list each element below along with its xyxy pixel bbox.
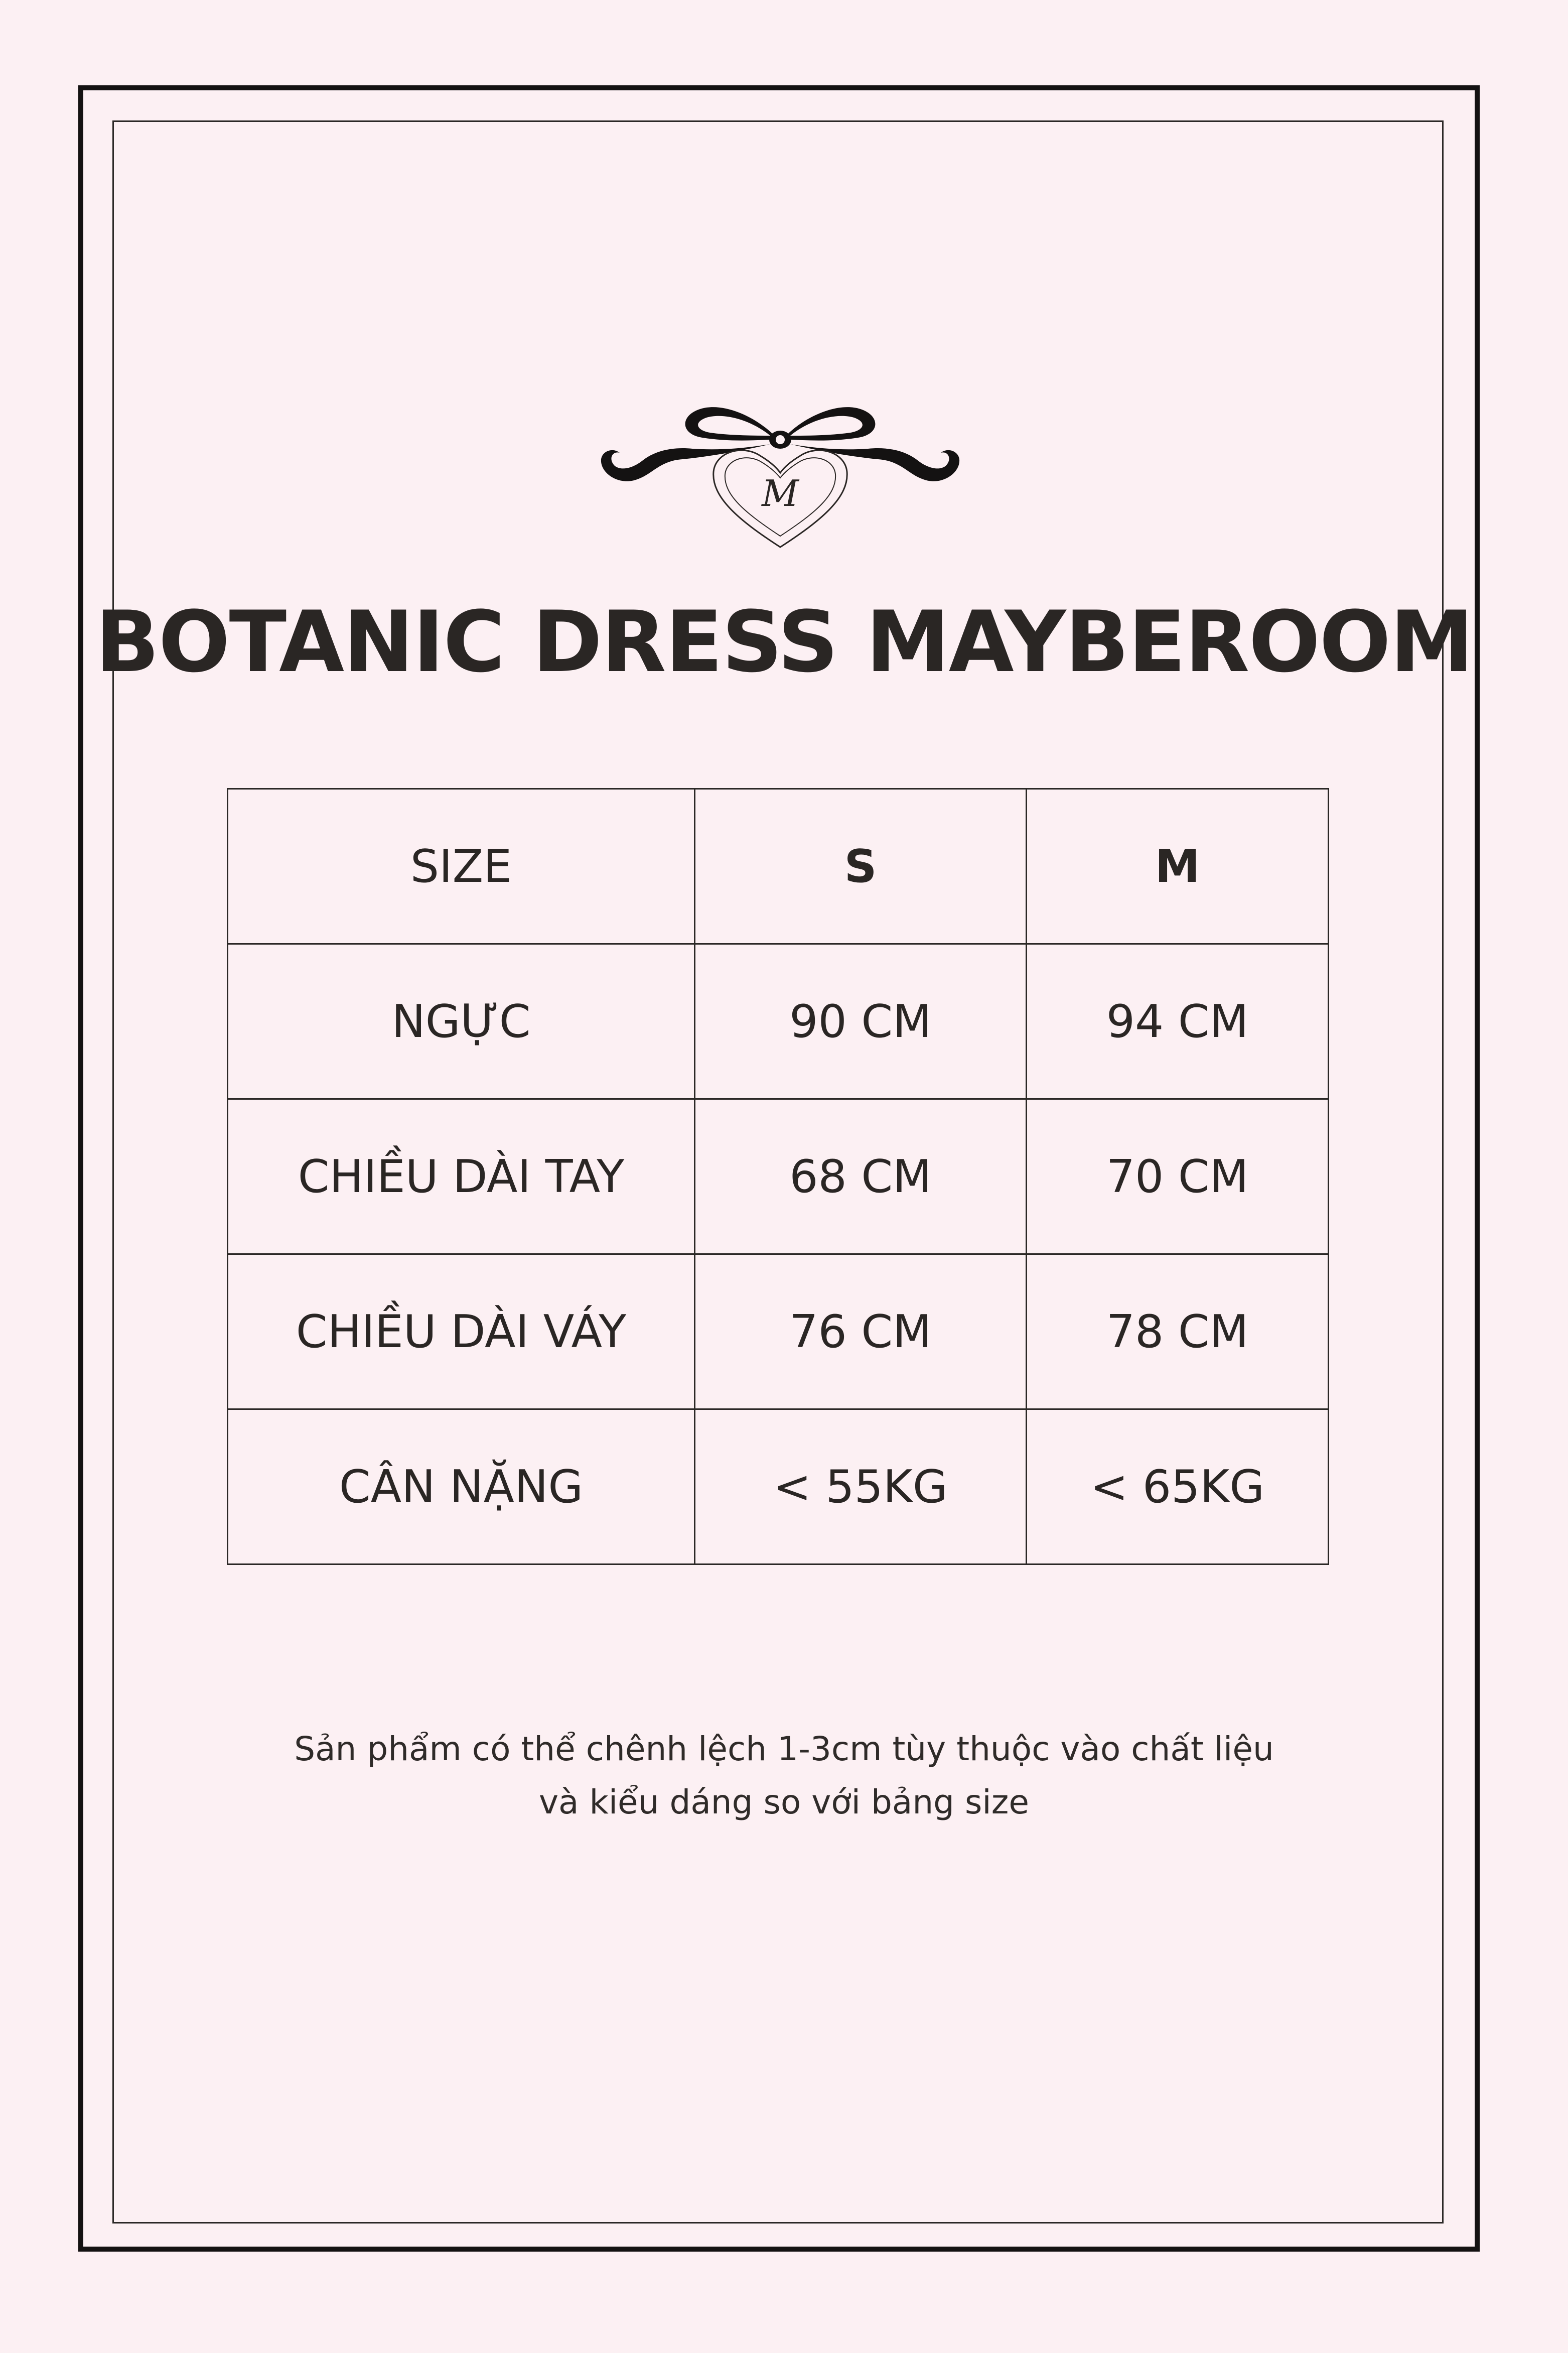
value-cell: < 65KG	[1027, 1409, 1329, 1564]
note-line-2: và kiểu dáng so với bảng size	[538, 1783, 1029, 1821]
note-line-1: Sản phẩm có thể chênh lệch 1-3cm tùy thuộc vào chất liệu	[294, 1730, 1274, 1768]
value-cell: 70 CM	[1027, 1099, 1329, 1254]
value-cell: 90 CM	[695, 944, 1027, 1099]
table-row	[228, 1099, 1329, 1254]
table-row	[228, 944, 1329, 1099]
value-cell: 68 CM	[695, 1099, 1027, 1254]
header-label-cell: SIZE	[228, 789, 695, 944]
header-size-m-cell: M	[1027, 789, 1329, 944]
row-label-cell: CHIỀU DÀI TAY	[228, 1099, 695, 1254]
value-cell: 76 CM	[695, 1254, 1027, 1409]
size-table	[227, 788, 1329, 1565]
table-row	[228, 1254, 1329, 1409]
row-label-cell: NGỰC	[228, 944, 695, 1099]
monogram: M	[762, 472, 799, 514]
row-label-cell: CÂN NẶNG	[228, 1409, 695, 1564]
row-label-cell: CHIỀU DÀI VÁY	[228, 1254, 695, 1409]
page-title: BOTANIC DRESS MAYBEROOM	[95, 593, 1473, 691]
bow-heart-monogram-icon	[572, 397, 988, 557]
header-size-s-cell: S	[695, 789, 1027, 944]
table-header-row	[228, 789, 1329, 944]
value-cell: 78 CM	[1027, 1254, 1329, 1409]
value-cell: < 55KG	[695, 1409, 1027, 1564]
size-note	[0, 1723, 1568, 1829]
table-row	[228, 1409, 1329, 1564]
value-cell: 94 CM	[1027, 944, 1329, 1099]
